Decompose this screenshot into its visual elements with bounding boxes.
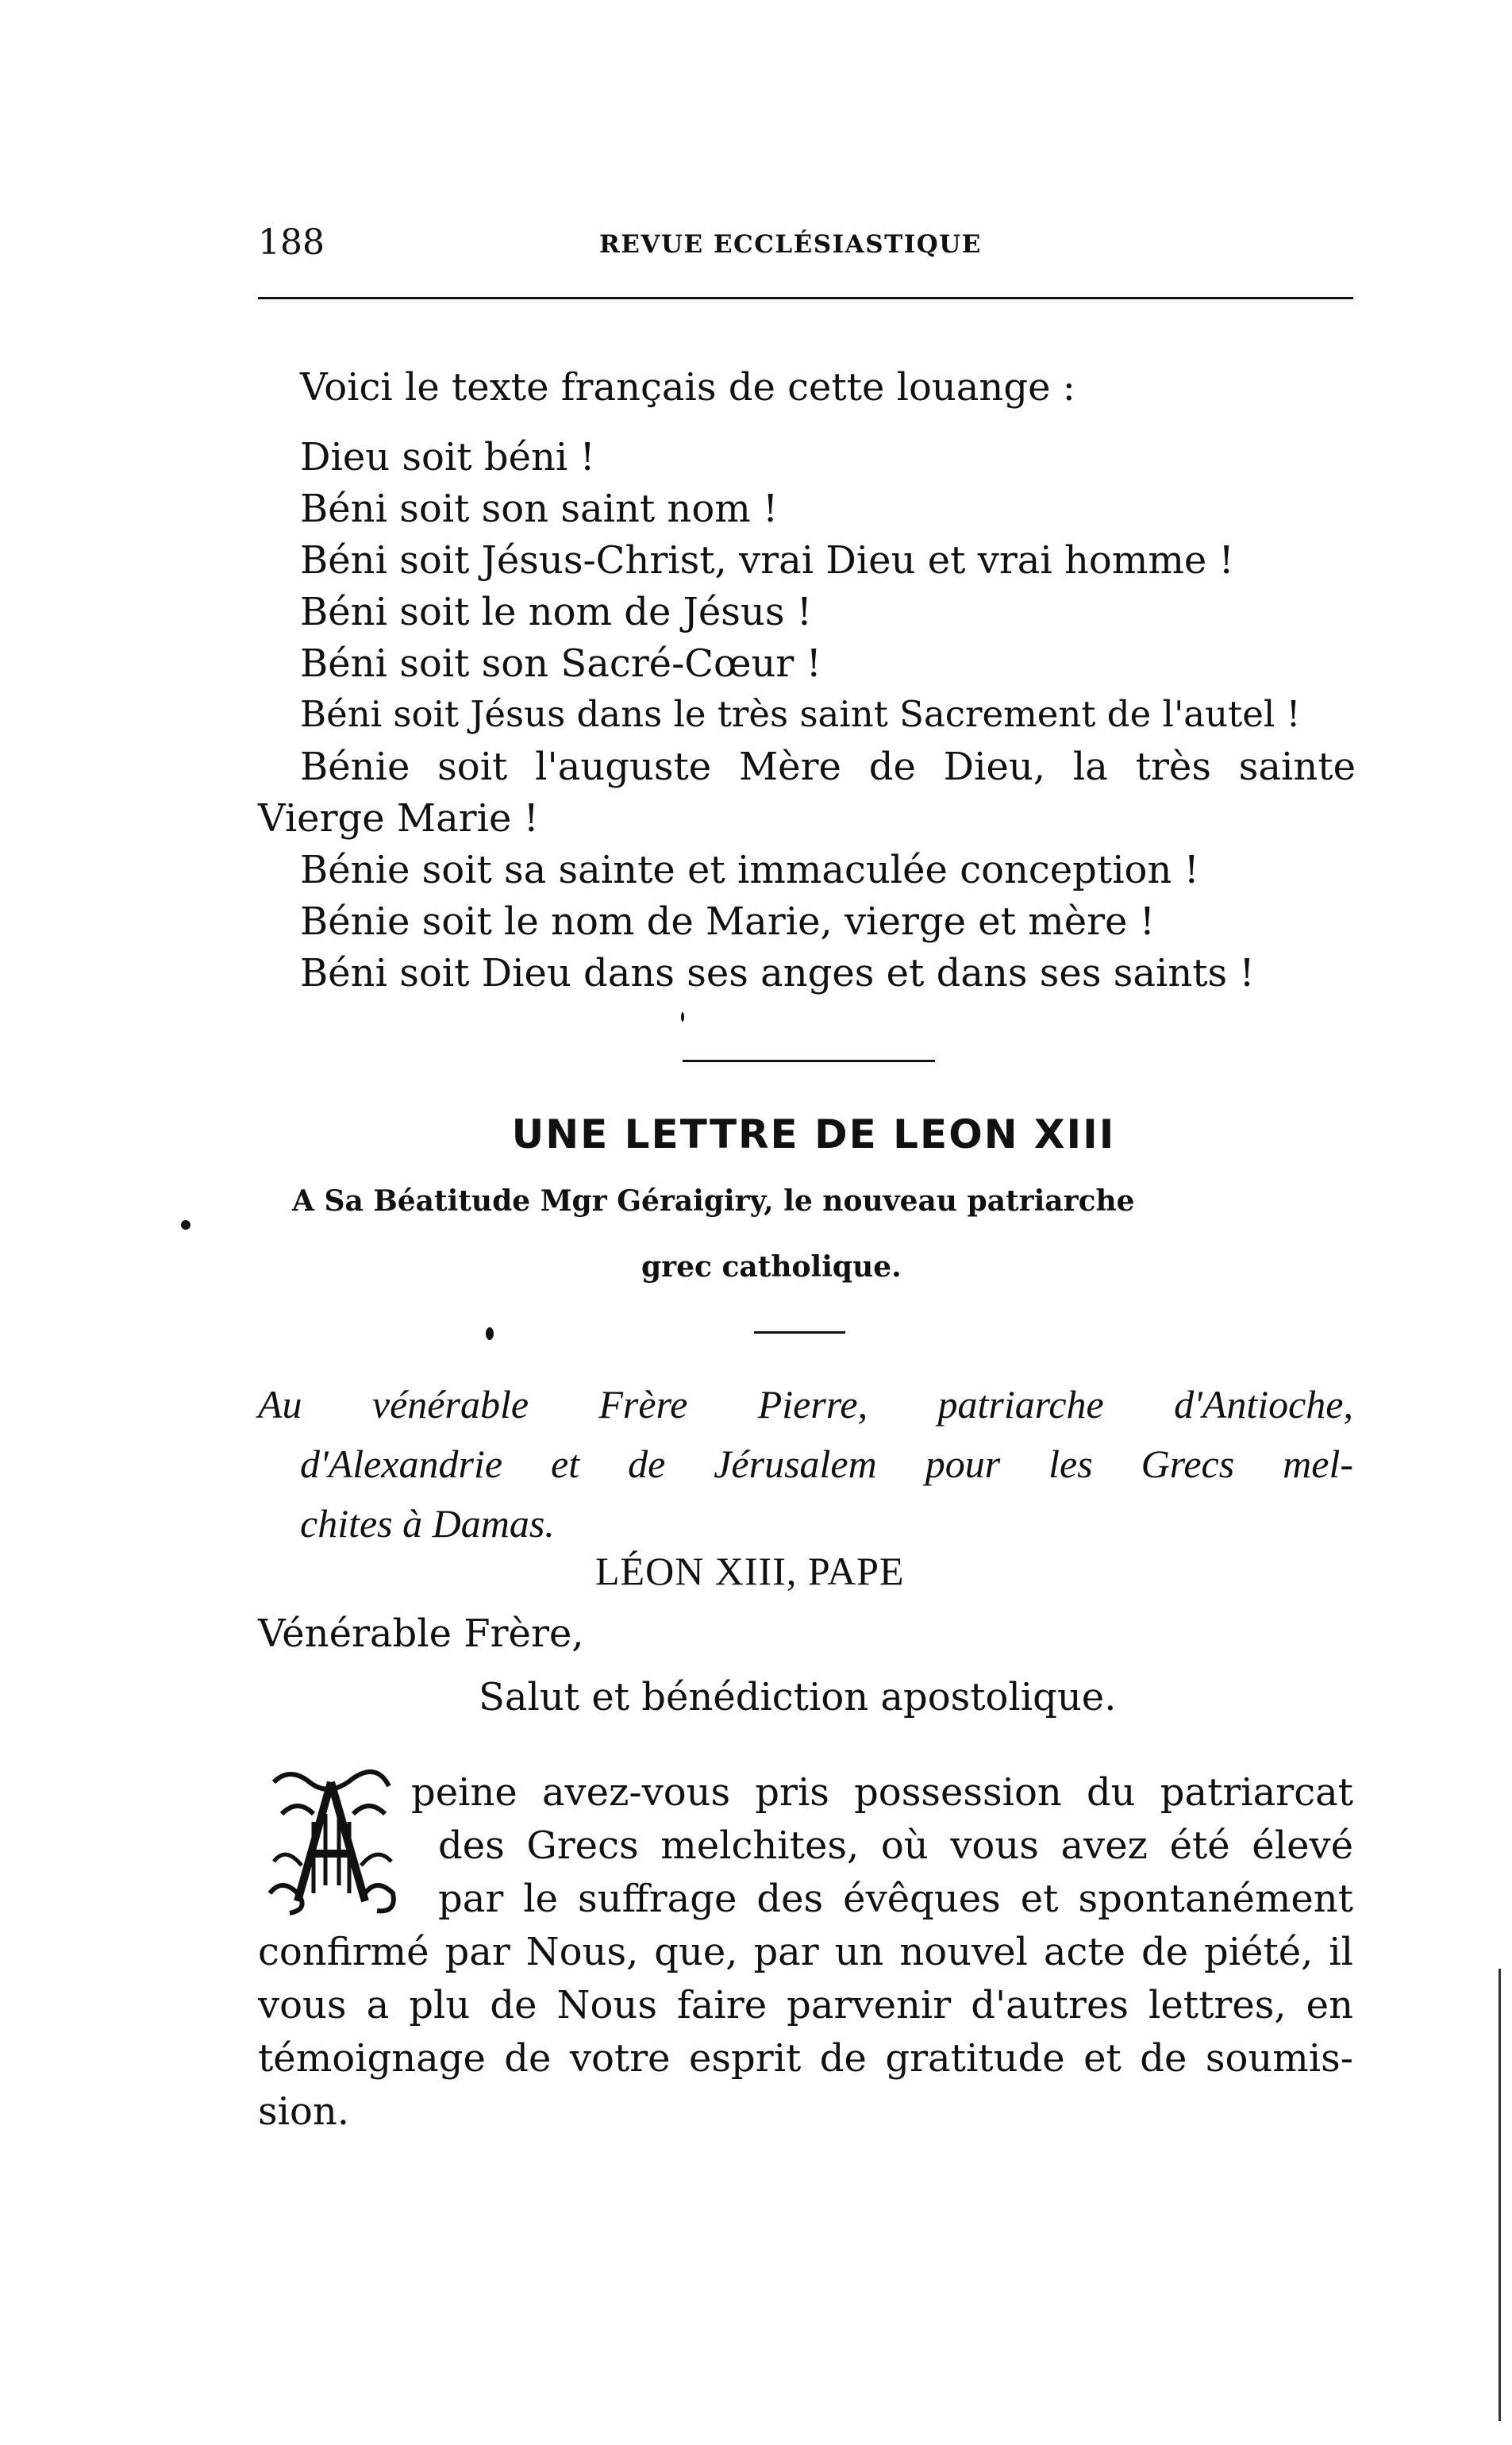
article-subheading: grec catholique. — [641, 1250, 902, 1284]
praise-line: Bénie soit sa sainte et immaculée conception ! — [300, 848, 1199, 892]
body-line: confirmé par Nous, que, par un nouvel acte de piété, il — [258, 1930, 1353, 1974]
drop-cap-ornament — [266, 1766, 397, 1917]
section-separator — [683, 1060, 935, 1062]
ink-speck — [181, 1220, 190, 1230]
praise-line: Béni soit Jésus-Christ, vrai Dieu et vrai homme ! — [300, 538, 1234, 583]
salutation: Vénérable Frère, — [258, 1611, 584, 1656]
praise-line: Vierge Marie ! — [258, 796, 539, 841]
running-title: REVUE ECCLÉSIASTIQUE — [599, 230, 982, 259]
praise-line: Dieu soit béni ! — [300, 435, 595, 479]
praise-line: Béni soit son saint nom ! — [300, 487, 779, 531]
praise-line: Bénie soit le nom de Marie, vierge et mère ! — [300, 899, 1155, 944]
greeting: Salut et bénédiction apostolique. — [479, 1675, 1117, 1719]
ink-speck — [681, 1012, 684, 1022]
ink-speck — [486, 1327, 494, 1340]
intro-text: Voici le texte français de cette louange : — [300, 365, 1075, 410]
address-line: Au vénérable Frère Pierre, patriarche d'Antioche, — [258, 1382, 1353, 1427]
article-subheading: A Sa Béatitude Mgr Géraigiry, le nouveau patriarche — [292, 1184, 1135, 1218]
body-line: témoignage de votre esprit de gratitude et de soumis- — [258, 2036, 1353, 2081]
body-line: vous a plu de Nous faire parvenir d'autres lettres, en — [258, 1983, 1353, 2027]
praise-line: Béni soit Dieu dans ses anges et dans ses saints ! — [300, 951, 1255, 995]
body-line: des Grecs melchites, où vous avez été élevé — [438, 1823, 1353, 1868]
ornamental-drop-cap — [266, 1766, 397, 1917]
praise-line: Bénie soit l'auguste Mère de Dieu, la très sainte — [300, 745, 1356, 789]
header-rule — [258, 297, 1353, 299]
praise-line: Béni soit son Sacré-Cœur ! — [300, 641, 821, 686]
body-line: par le suffrage des évêques et spontanément — [438, 1877, 1353, 1921]
praise-line: Béni soit le nom de Jésus ! — [300, 590, 812, 634]
letter-title: LÉON XIII, PAPE — [595, 1549, 905, 1593]
address-line: chites à Damas. — [300, 1501, 555, 1546]
page-header — [258, 222, 1353, 270]
page-edge-mark — [1499, 1969, 1501, 2421]
praise-line: Béni soit Jésus dans le très saint Sacrement de l'autel ! — [300, 693, 1301, 735]
address-line: d'Alexandrie et de Jérusalem pour les Grecs mel- — [300, 1442, 1353, 1486]
article-heading: UNE LETTRE DE LEON XIII — [511, 1111, 1116, 1157]
short-separator — [754, 1331, 845, 1334]
body-line: sion. — [258, 2089, 350, 2134]
body-line: peine avez-vous pris possession du patriarcat — [411, 1770, 1353, 1815]
page-number: 188 — [258, 222, 325, 263]
